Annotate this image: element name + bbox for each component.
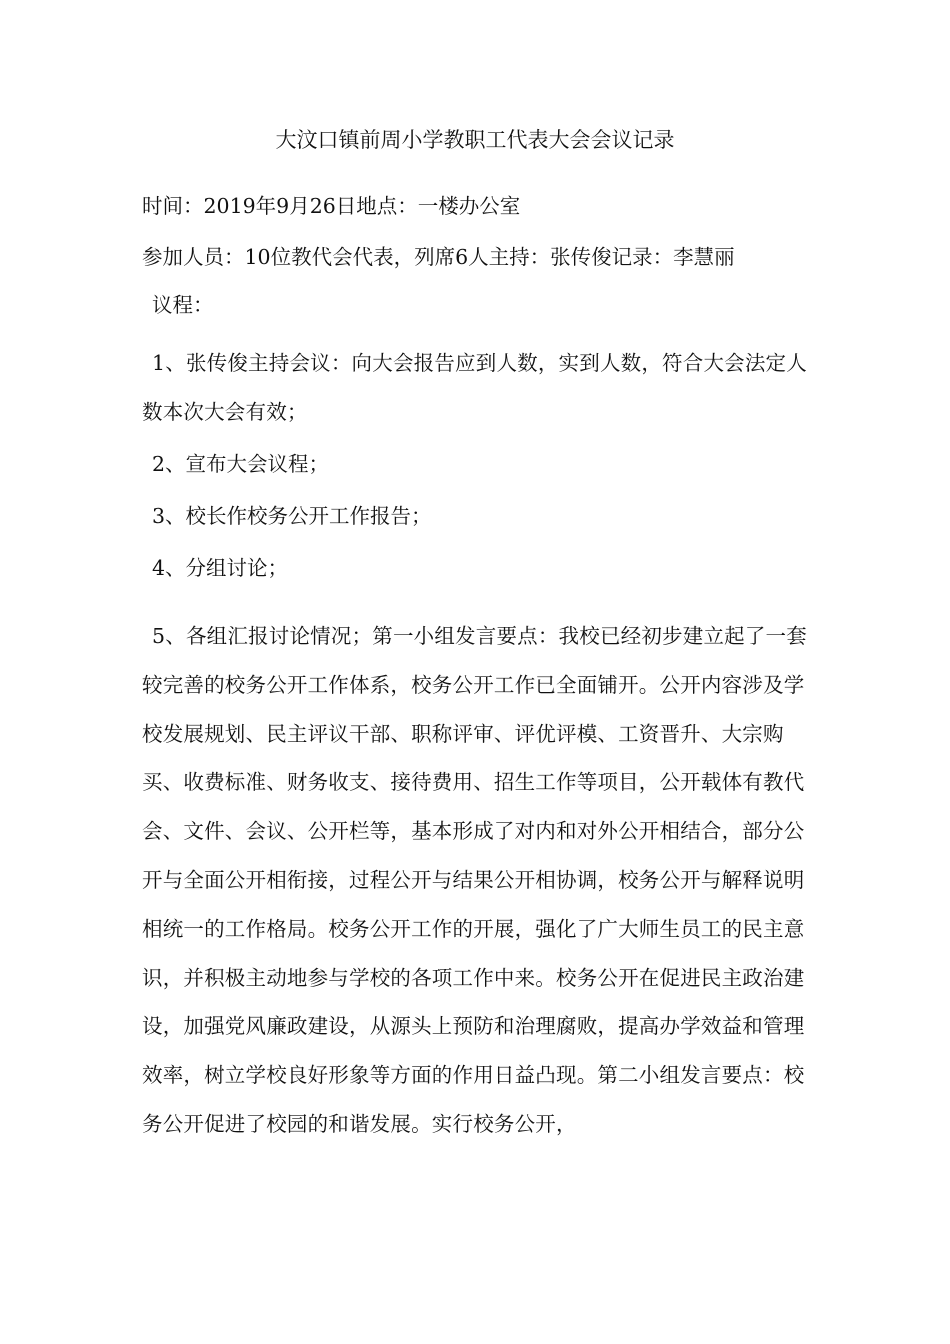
document-title: 大汶口镇前周小学教职工代表大会会议记录: [275, 128, 675, 152]
agenda-item-5: 5、各组汇报讨论情况；第一小组发言要点：我校已经初步建立起了一套较完善的校务公开工作体系，校务公开工作已全面铺开。公开内容涉及学校发展规划、民主评议干部、职称评审、评优评模、工资晋升、大宗购买、收费标准、财务收支、接待费用、招生工作等项目，公开载体有教代会、文件、会议、公开栏等，基本形成了对内和对外公开相结合，部分公开与全面公开相衔接，过程公开与结果公开相协调，校务公开与解释说明相统一的工作格局。校务公开工作的开展，强化了广大师生员工的民主意识，并积极主动地参与学校的各项工作中来。校务公开在促进民主政治建设，加强党风廉政建设，从源头上预防和治理腐败，提高办学效益和管理效率，树立学校良好形象等方面的作用日益凸现。第二小组发言要点：校务公开促进了校园的和谐发展。实行校务公开，: [142, 624, 807, 1136]
participants-line: 参加人员：10位教代会代表，列席6人主持：张传俊记录：李慧丽: [142, 245, 735, 269]
agenda-item-2: 2、宣布大会议程；: [152, 452, 330, 476]
time-location-line: 时间：2019年9月26日地点：一楼办公室: [142, 194, 521, 218]
agenda-item-4: 4、分组讨论；: [152, 556, 289, 580]
agenda-label: 议程：: [152, 293, 214, 317]
agenda-item-3: 3、校长作校务公开工作报告；: [152, 504, 432, 528]
agenda-item-1: 1、张传俊主持会议：向大会报告应到人数，实到人数，符合大会法定人数本次大会有效；: [142, 351, 807, 424]
